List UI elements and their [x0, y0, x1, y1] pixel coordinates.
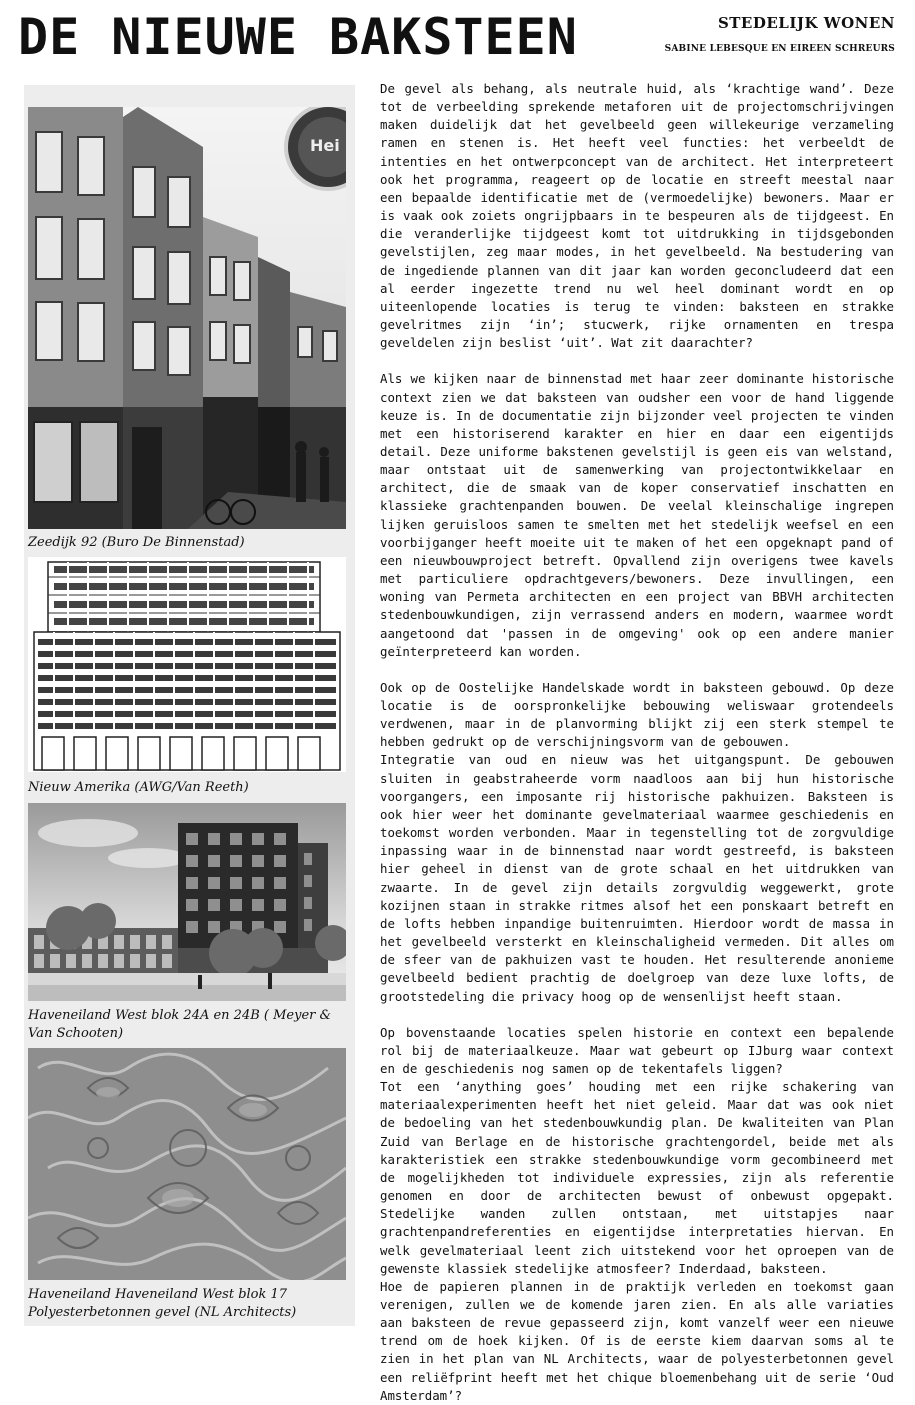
rendering-haveneiland-24: [28, 803, 346, 1001]
caption-haveneiland-24: Haveneiland West blok 24A en 24B ( Meyer & Van Schooten): [28, 1008, 332, 1041]
image-sidebar: [24, 85, 355, 1326]
caption-zeedijk: Zeedijk 92 (Buro De Binnenstad): [28, 535, 245, 550]
photo-relief-facade: [28, 1048, 346, 1280]
photo-zeedijk: [28, 107, 346, 529]
elevation-nieuw-amerika: [28, 557, 346, 772]
authors-byline: SABINE LEBESQUE EN EIREEN SCHREURS: [664, 44, 895, 54]
article-paragraph: Integratie van oud en nieuw was het uitgangspunt. De gebouwen sluiten in geabstraheerde vorm naadloos aan bij hun historische voorgangers, een imposante rij historische pakhuizen. Baksteen is ook hier weer het dominante gevelmateriaal waarmee geschiedenis en toekomst worden verbonden. Maar in tegenstelling tot de zorgvuldige inpassing waar in de binnenstad naar wordt gestreefd, is baksteen hier geheel in dienst van de grote schaal en het uitdrukken van zwaarte. In de gevel zijn details zorgvuldig weggewerkt, grote kozijnen staan in strakke ritmes alsof het een ponskaart betreft en de lofts hebben inpandige buitenruimten. Hierdoor wordt de massa in het gevelbeeld versterkt en kleinschaligheid vermeden. Dit alles om de sfeer van de pakhuizen vast te houden. Het resulterende anonieme gevelbeeld bedient prachtig de doelgroep van deze luxe lofts, de grootstedeling die privacy hoog op de wensenlijst heeft staan.: [380, 752, 894, 1004]
sign-brand-text: Hei: [310, 136, 340, 155]
article-paragraph: Op bovenstaande locaties spelen historie en context een bepalende rol bij de materiaalkeuze. Maar wat gebeurt op IJburg waar context en de geschiedenis nog samen op de tekentafels liggen?: [380, 1024, 894, 1076]
article-paragraph: Hoe de papieren plannen in de praktijk verleden en toekomst gaan verenigen, zullen we de komende jaren zien. En als alle variaties aan baksteen de revue gepasseerd zijn, komt vanzelf weer een nieuwe trend om de hoek kijken. Of is de eerste kiem daarvan soms al te zien in het plan van NL Architects, waar de polyesterbetonnen gevel een reliëfprint heeft met het chique bloemenbehang uit de serie ‘Oud Amsterdam’?: [380, 1278, 894, 1403]
article-paragraph: Tot een ‘anything goes’ houding met een rijke schakering van materiaalexperimenten heeft het niet geleid. Maar dat was ook niet de bedoeling van het stedenbouwkundig plan. De kwaliteiten van Plan Zuid van Berlage en de historische grachtengordel, beide met als karakteristiek een strakke stedenbouwkundige vorm gecombineerd met de mogelijkheden tot individuele expressies, zijn als referentie genomen en door de architecten bewust of onbewust opgepakt. Stedelijke wanden zullen ontstaan, met uitstapjes naar grachtenpandreferenties en eigentijdse interpretaties hiervan. En welk gevelmateriaal leent zich uitstekend voor het oproepen van de gewenste klassiek stedelijke atmosfeer? Inderdaad, baksteen.: [380, 1079, 894, 1276]
caption-nieuw-amerika: Nieuw Amerika (AWG/Van Reeth): [28, 780, 249, 795]
article-paragraph: Ook op de Oostelijke Handelskade wordt in baksteen gebouwd. Op deze locatie is de oorspronkelijke bebouwing weliswaar grotendeels verdwenen, maar in de planvorming blijkt zij een sterk stempel te hebben gedrukt op de verschijningsvorm van de gebouwen.: [380, 679, 894, 750]
page-title: DE NIEUWE BAKSTEEN: [18, 8, 578, 66]
section-label: STEDELIJK WONEN: [717, 14, 895, 32]
article-paragraph: De gevel als behang, als neutrale huid, als ‘krachtige wand’. Deze tot de verbeelding sprekende metaforen uit de projectomschrijvingen maken duidelijk dat het gevelbeeld geen willekeurige verzameling ramen en stenen is. Het heeft veel functies: het verbeeldt de intenties en het ontwerpconcept van de architect. Het interpreteert ook het programma, reageert op de locatie en streeft meestal naar een bepaalde identificatie met de (vermoedelijke) bewoners. Maar er is vaak ook zoiets ongrijpbaars in te bespeuren als de tijdgeest. En die veranderlijke tijdgeest komt tot uitdrukking in tijdsgebonden gevelstijlen, zeg maar modes, in het gevelbeeld. Na bestudering van de ingediende plannen van dit jaar kan worden geconcludeerd dat een al eerder ingezette trend nu wel heel dominant wordt en op uiteenlopende locaties is terug te vinden: baksteen en strakke gevelritmes zijn ‘in’; stucwerk, rijke ornamenten en trespa geveldelen zijn beslist ‘uit’. Wat zit daarachter?: [380, 81, 894, 351]
caption-relief-facade: Haveneiland Haveneiland West blok 17 Polyesterbetonnen gevel (NL Architects): [28, 1287, 297, 1320]
article-body: [380, 80, 894, 1405]
article-paragraph: Als we kijken naar de binnenstad met haar zeer dominante historische context zien we dat baksteen van oudsher een voor de hand liggende keuze is. In de documentatie zijn bijzonder veel projecten te vinden met een historiserend karakter en hier en daar een eigentijds detail. Deze uniforme bakstenen gevelstijl is geen eis van welstand, maar ontstaat uit de samenwerking van projectontwikkelaar en architect, die de smaak van de koper conservatief inschatten en klassieke grachtenpanden bouwen. De veelal kleinschalige ingrepen lijken geruisloos samen te smelten met het stedelijk weefsel en een voorbijganger heeft moeite uit te maken of het een opgeknapt pand of een nieuwbouwproject betreft. Opvallend zijn overigens twee kavels met particuliere opdrachtgevers/bewoners. Deze invullingen, een woning van Permeta architecten en een project van BBVH architecten stedenbouwkundigen, zijn verrassend anders en modern, waarmee wordt aangetoond dat 'passen in de omgeving' ook op een andere manier geïnterpreteerd kan worden.: [380, 371, 894, 659]
